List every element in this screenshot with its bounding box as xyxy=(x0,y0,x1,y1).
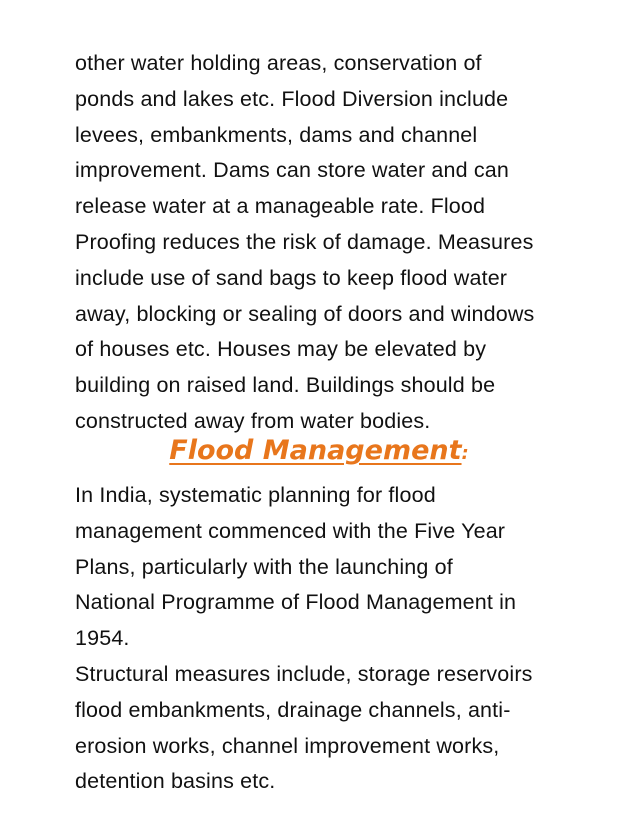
section-heading-colon: : xyxy=(461,443,469,464)
section-heading-title: Flood Management xyxy=(169,435,462,466)
text-line: Plans, particularly with the launching of xyxy=(75,554,453,579)
text-line: erosion works, channel improvement works, xyxy=(75,733,500,758)
text-line: 1954. xyxy=(75,626,130,651)
paragraph-india-planning xyxy=(75,478,615,657)
text-line: Proofing reduces the risk of damage. Measures xyxy=(75,229,534,254)
text-line: building on raised land. Buildings should be xyxy=(75,373,496,398)
text-line: levees, embankments, dams and channel xyxy=(75,122,478,147)
text-line: of houses etc. Houses may be elevated by xyxy=(75,337,487,362)
section-heading xyxy=(0,433,638,472)
text-line: improvement. Dams can store water and can xyxy=(75,158,509,183)
text-line: management commenced with the Five Year xyxy=(75,518,506,543)
text-line: ponds and lakes etc. Flood Diversion include xyxy=(75,86,509,111)
text-line: constructed away from water bodies. xyxy=(75,408,431,433)
text-line: National Programme of Flood Management in xyxy=(75,590,517,615)
text-line: away, blocking or sealing of doors and windows xyxy=(75,301,535,326)
paragraph-flood-control-measures xyxy=(75,46,615,440)
text-line: Structural measures include, storage reservoirs xyxy=(75,662,533,686)
text-line: In India, systematic planning for flood xyxy=(75,483,436,507)
text-line: flood embankments, drainage channels, anti- xyxy=(75,697,511,722)
text-line: include use of sand bags to keep flood water xyxy=(75,265,508,290)
text-line: detention basins etc. xyxy=(75,769,276,794)
paragraph-structural-measures xyxy=(75,657,615,800)
text-line: release water at a manageable rate. Flood xyxy=(75,194,486,219)
text-line: other water holding areas, conservation of xyxy=(75,51,482,75)
